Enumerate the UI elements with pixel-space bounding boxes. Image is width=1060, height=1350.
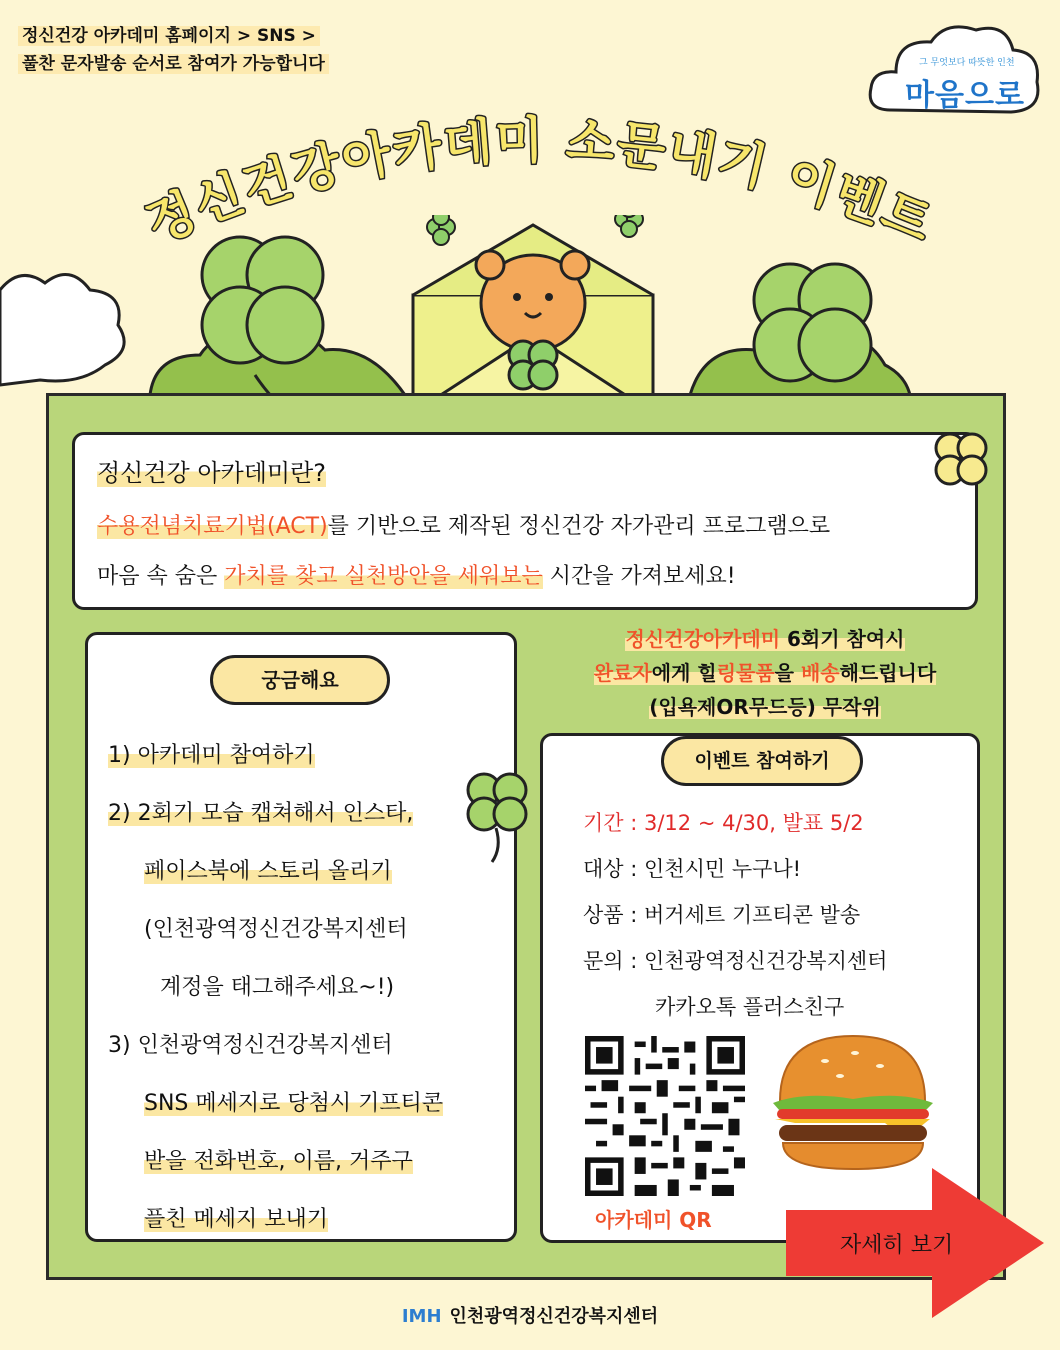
faq-badge: 궁금해요 (210, 655, 390, 705)
event-prize: 상품 : 버거세트 기프티콘 발송 (583, 903, 861, 927)
intro-line-2 (97, 559, 736, 590)
imh-logo: IMH (401, 1306, 442, 1327)
reward-line-3: (입욕제OR무드등) 무작위 (649, 695, 881, 719)
step-3-cont-2: 받을 전화번호, 이름, 거주구 (144, 1149, 413, 1174)
intro-line-2-start: 마음 속 숨은 (97, 564, 225, 589)
reward-line-1: 정신건강아카데미 6회기 참여시 (625, 627, 905, 651)
step-2-cont: 페이스북에 스토리 올리기 (144, 859, 392, 884)
view-details-button[interactable] (786, 1168, 1044, 1318)
qr-label: 아카데미 QR (595, 1208, 712, 1232)
burger-icon (765, 1031, 940, 1176)
step-3-cont: SNS 메세지로 당첨시 기프티콘 (144, 1091, 444, 1116)
reward-line-2: 완료자에게 힐링물품을 배송해드립니다 (593, 661, 937, 685)
event-contact-channel: 카카오톡 플러스친구 (655, 995, 845, 1019)
event-target: 대상 : 인천시민 누구나! (583, 857, 802, 881)
act-term: 수용전념치료기법(ACT) (97, 514, 328, 539)
notice-line-2: 풀찬 문자발송 순서로 참여가 가능합니다 (18, 54, 329, 74)
how-to-participate-card (85, 632, 517, 1242)
clover-icon (930, 428, 992, 490)
footer-org (0, 1302, 1060, 1328)
logo-tagline: 그 무엇보다 따뜻한 인천 (919, 58, 1015, 68)
step-2: 2) 2회기 모습 캡쳐해서 인스타, (108, 801, 414, 826)
step-2-note-cont: 계정을 태그해주세요~!) (160, 975, 395, 1000)
clover-icon (462, 768, 534, 864)
event-details (583, 800, 887, 1030)
event-info-card (540, 733, 980, 1243)
academy-intro-card (72, 432, 978, 610)
event-contact: 문의 : 인천광역정신건강복지센터 (583, 949, 888, 973)
participation-notice (18, 22, 329, 78)
intro-line-2-end: 시간을 가져보세요! (542, 564, 736, 589)
intro-line-1-rest: 를 기반으로 제작된 정신건강 자가관리 프로그램으로 (327, 514, 831, 539)
notice-line-1: 정신건강 아카데미 홈페이지 > SNS > (18, 26, 320, 46)
step-3-cont-3: 플친 메세지 보내기 (144, 1207, 329, 1232)
event-badge: 이벤트 참여하기 (661, 736, 863, 786)
intro-line-1 (97, 509, 830, 540)
step-3: 3) 인천광역정신건강복지센터 (108, 1033, 393, 1058)
intro-question: 정신건강 아카데미란? (97, 459, 327, 487)
step-1: 1) 아카데미 참여하기 (108, 743, 315, 768)
logo-name: 마음으로 (905, 78, 1025, 113)
view-details-label: 자세히 보기 (840, 1233, 954, 1258)
step-2-note: (인천광역정신건강복지센터 (144, 917, 408, 942)
value-phrase: 가치를 찾고 실천방안을 세워보는 (224, 564, 543, 589)
event-period: 기간 : 3/12 ~ 4/30, 발표 5/2 (583, 811, 864, 835)
clover-envelope-illustration (145, 215, 925, 415)
title-text: 정신건강아카데미 소문내기 이벤트 (137, 111, 943, 255)
participation-steps (108, 727, 443, 1249)
reward-notice (535, 622, 995, 724)
academy-qr-code[interactable] (585, 1036, 745, 1196)
footer-org-name: 인천광역정신건강복지센터 (449, 1306, 659, 1327)
